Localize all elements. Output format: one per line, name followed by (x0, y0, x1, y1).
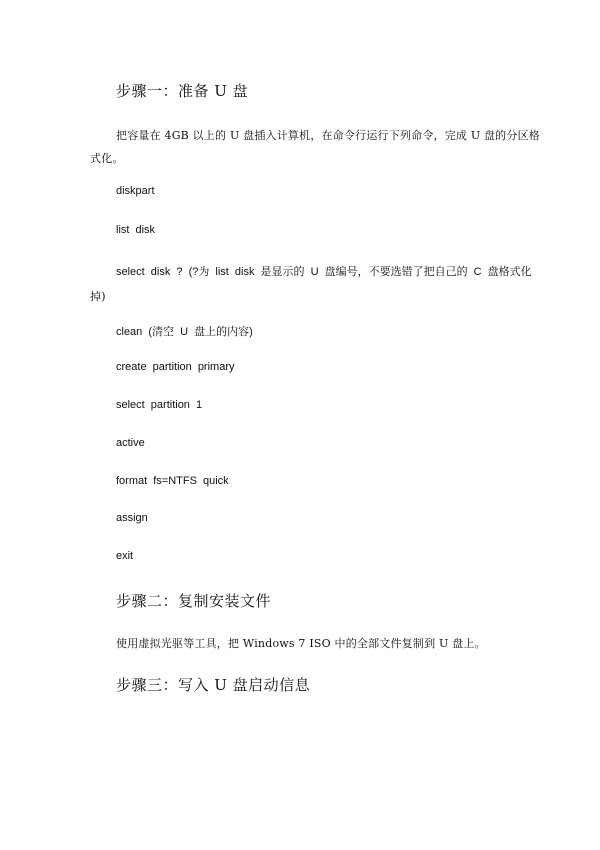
command-diskpart: diskpart (116, 185, 155, 197)
step1-intro-line2: 式化。 (90, 152, 124, 165)
command-list-disk: list disk (116, 224, 156, 236)
command-clean: clean (清空 U 盘上的内容) (116, 326, 253, 338)
command-create-partition: create partition primary (116, 361, 235, 373)
step2-text: 使用虚拟光驱等工具，把 Windows 7 ISO 中的全部文件复制到 U 盘上。 (116, 637, 486, 650)
command-assign: assign (116, 512, 148, 524)
step1-intro-line1: 把容量在 4GB 以上的 U 盘插入计算机，在命令行运行下列命令，完成 U 盘的分区格 (116, 129, 540, 142)
command-select-disk-line1: select disk ? (?为 list disk 是显示的 U 盘编号，不要选错了把自己的 C 盘格式化 (116, 266, 532, 278)
step2-heading: 步骤二：复制安装文件 (116, 592, 272, 610)
command-active: active (116, 437, 145, 449)
step3-heading: 步骤三：写入 U 盘启动信息 (116, 676, 311, 694)
command-select-disk-line2: 掉) (90, 290, 106, 303)
command-exit: exit (116, 550, 134, 562)
step1-heading: 步骤一：准备 U 盘 (116, 82, 249, 100)
command-select-partition: select partition 1 (116, 399, 203, 411)
command-format: format fs=NTFS quick (116, 475, 229, 487)
